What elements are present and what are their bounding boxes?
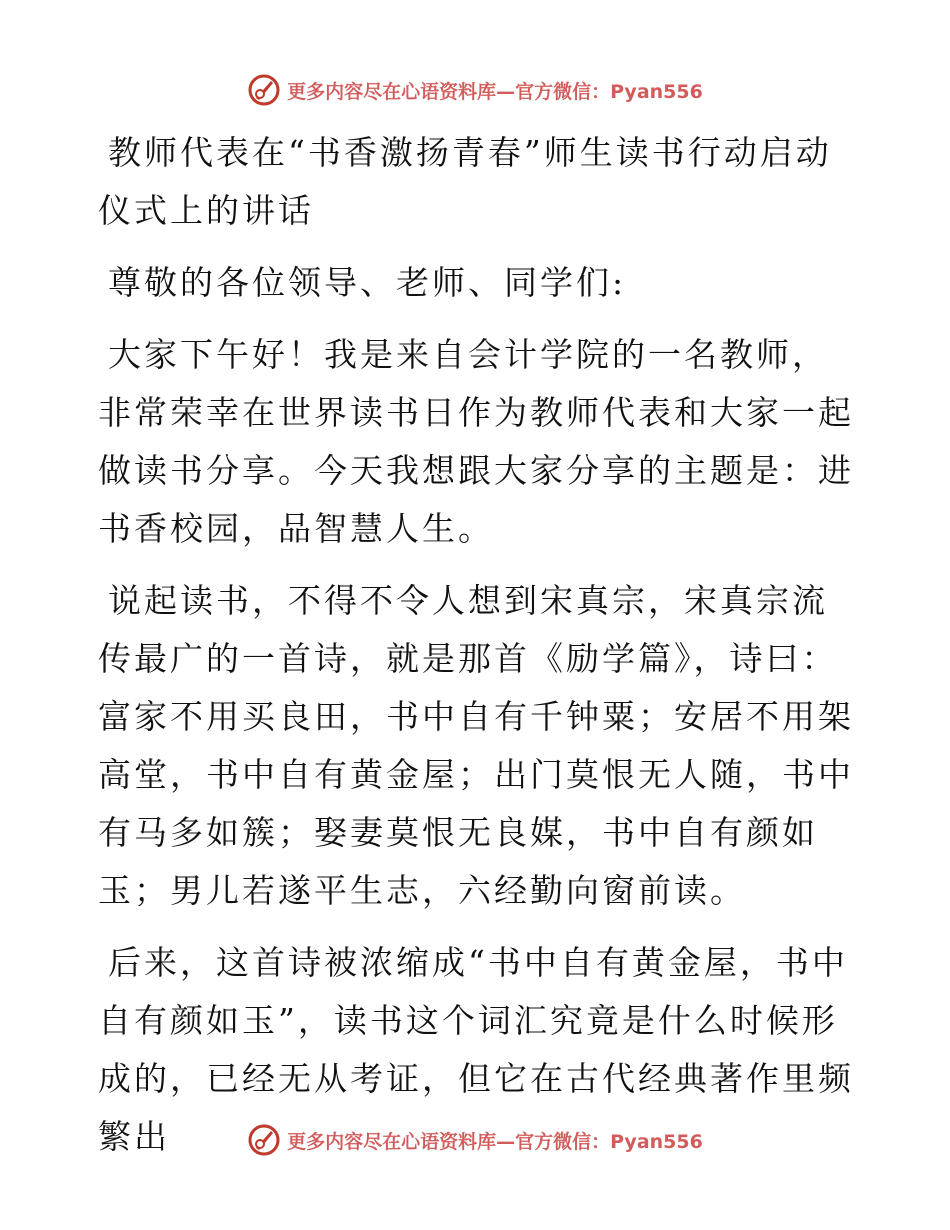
paragraph-poem: 说起读书，不得不令人想到宋真宗，宋真宗流传最广的一首诗，就是那首《励学篇》，诗曰：富家不用买良田，书中自有千钟粟；安居不用架高堂，书中自有黄金屋；出门莫恨无人随，书中有马多如簇；娶妻莫恨无良媒，书中自有颜如玉；男儿若遂平生志，六经勤向窗前读。 bbox=[98, 581, 854, 910]
document-body bbox=[98, 124, 858, 1180]
quill-circle-logo bbox=[247, 73, 281, 107]
footer-watermark bbox=[0, 1120, 950, 1160]
header-watermark bbox=[0, 70, 950, 110]
paragraph-greeting: 大家下午好！我是来自会计学院的一名教师，非常荣幸在世界读书日作为教师代表和大家一起做读书分享。今天我想跟大家分享的主题是：进书香校园，品智慧人生。 bbox=[98, 335, 854, 548]
paragraph-history: 后来，这首诗被浓缩成“书中自有黄金屋，书中自有颜如玉”，读书这个词汇究竟是什么时候形成的，已经无从考证，但它在古代经典著作里频繁出 bbox=[98, 943, 854, 1156]
salutation: 尊敬的各位领导、老师、同学们: bbox=[108, 263, 627, 302]
document-title: 教师代表在“书香激扬青春”师生读书行动启动仪式上的讲话 bbox=[98, 133, 832, 230]
quill-circle-logo bbox=[247, 1123, 281, 1157]
footer-watermark-text: 更多内容尽在心语资料库—官方微信：Pyan556 bbox=[287, 1130, 703, 1153]
header-watermark-text: 更多内容尽在心语资料库—官方微信：Pyan556 bbox=[287, 80, 703, 103]
